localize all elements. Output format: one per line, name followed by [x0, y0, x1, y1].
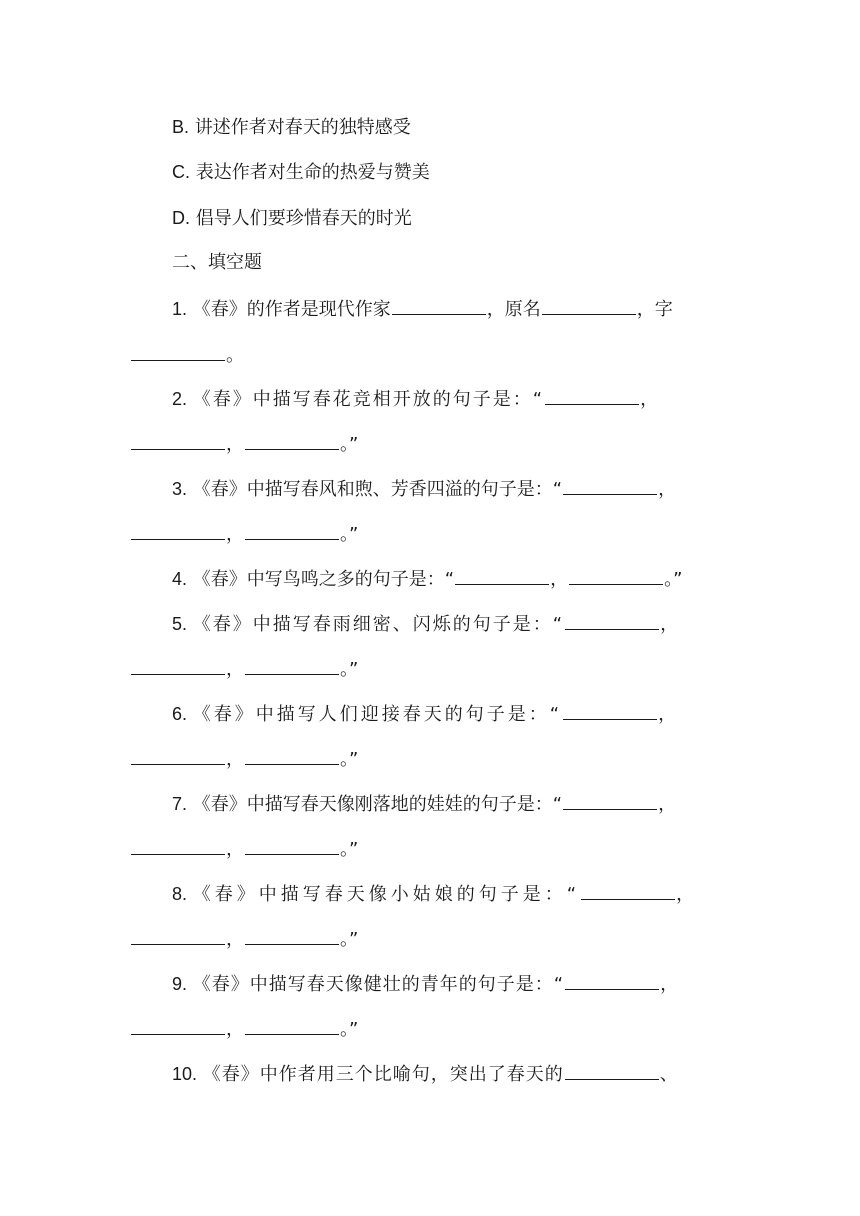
- option-d: [172, 205, 412, 232]
- option-b: [172, 114, 411, 141]
- question-text: 。”: [340, 749, 359, 770]
- question-5: [172, 611, 678, 638]
- question-text: ，字: [636, 299, 673, 320]
- question-1-continued: [130, 342, 244, 369]
- option-c: [172, 159, 430, 186]
- question-text: 《春》中描写春天像健壮的青年的句子是：“: [192, 974, 565, 995]
- question-text: 。”: [340, 839, 359, 860]
- answer-blank[interactable]: [131, 431, 225, 450]
- question-text: ，: [658, 794, 677, 815]
- question-6: [172, 701, 676, 728]
- question-number: 7.: [172, 794, 188, 814]
- question-text: ，原名: [486, 299, 541, 320]
- question-text: ，: [676, 884, 695, 905]
- question-3-continued: [130, 521, 358, 548]
- answer-blank[interactable]: [131, 926, 225, 945]
- question-1: [172, 296, 673, 323]
- option-letter: B.: [172, 117, 190, 137]
- question-text: ，: [226, 524, 244, 545]
- answer-blank[interactable]: [545, 386, 639, 405]
- question-5-continued: [130, 656, 358, 683]
- question-text: ，: [660, 614, 679, 635]
- answer-blank[interactable]: [392, 296, 486, 315]
- answer-blank[interactable]: [563, 476, 657, 495]
- question-number: 6.: [172, 704, 188, 724]
- answer-blank[interactable]: [245, 746, 339, 765]
- question-text: 。”: [340, 434, 359, 455]
- question-number: 5.: [172, 614, 188, 634]
- answer-blank[interactable]: [131, 342, 225, 361]
- question-number: 9.: [172, 974, 188, 994]
- question-text: 《春》中描写春花竞相开放的句子是：“: [192, 389, 545, 410]
- answer-blank[interactable]: [565, 1061, 659, 1080]
- answer-blank[interactable]: [542, 296, 636, 315]
- answer-blank[interactable]: [563, 791, 657, 810]
- section-title: 二、填空题: [172, 252, 262, 273]
- question-text: 《春》的作者是现代作家: [192, 299, 391, 320]
- question-text: ，: [226, 434, 244, 455]
- answer-blank[interactable]: [131, 1016, 225, 1035]
- option-letter: C.: [172, 162, 190, 182]
- option-letter: D.: [172, 208, 190, 228]
- answer-blank[interactable]: [245, 431, 339, 450]
- answer-blank[interactable]: [455, 566, 549, 585]
- question-text: ，: [658, 479, 677, 500]
- question-text: 《春》中描写春天像刚落地的娃娃的句子是：“: [192, 794, 563, 815]
- answer-blank[interactable]: [131, 521, 225, 540]
- question-2: [172, 386, 658, 413]
- option-text: 倡导人们要珍惜春天的时光: [195, 208, 412, 229]
- answer-blank[interactable]: [565, 971, 659, 990]
- answer-blank[interactable]: [131, 746, 225, 765]
- question-text: 《春》中描写春风和煦、芳香四溢的句子是：“: [192, 479, 563, 500]
- option-text: 表达作者对生命的热爱与赞美: [195, 162, 430, 183]
- question-text: 、: [659, 1064, 678, 1085]
- question-text: 。”: [340, 524, 359, 545]
- answer-blank[interactable]: [245, 926, 339, 945]
- question-text: ，: [660, 974, 679, 995]
- question-text: 。”: [664, 569, 683, 590]
- question-9-continued: [130, 1016, 358, 1043]
- option-text: 讲述作者对春天的独特感受: [194, 117, 411, 138]
- question-text: 。”: [340, 1019, 359, 1040]
- question-text: ，: [226, 659, 244, 680]
- question-text: 《春》中写鸟鸣之多的句子是：“: [192, 569, 455, 590]
- question-6-continued: [130, 746, 358, 773]
- question-text: ，: [550, 569, 569, 590]
- question-4: [172, 566, 682, 593]
- question-number: 3.: [172, 479, 188, 499]
- answer-blank[interactable]: [569, 566, 663, 585]
- question-text: 《春》中描写春天像小姑娘的句子是：“: [192, 884, 581, 905]
- question-10: [172, 1061, 678, 1088]
- answer-blank[interactable]: [565, 611, 659, 630]
- answer-blank[interactable]: [581, 881, 675, 900]
- answer-blank[interactable]: [245, 656, 339, 675]
- question-number: 10.: [172, 1064, 198, 1084]
- answer-blank[interactable]: [131, 836, 225, 855]
- question-number: 2.: [172, 389, 188, 409]
- question-text: 。”: [340, 929, 359, 950]
- answer-blank[interactable]: [245, 836, 339, 855]
- question-3: [172, 476, 676, 503]
- question-text: 。”: [340, 659, 359, 680]
- question-9: [172, 971, 678, 998]
- question-number: 4.: [172, 569, 188, 589]
- question-8: [172, 881, 694, 908]
- answer-blank[interactable]: [245, 521, 339, 540]
- question-text: ，: [226, 749, 244, 770]
- question-text: ，: [226, 1019, 244, 1040]
- question-8-continued: [130, 926, 358, 953]
- question-number: 8.: [172, 884, 188, 904]
- question-text: 《春》中描写春雨细密、闪烁的句子是：“: [192, 614, 565, 635]
- answer-blank[interactable]: [563, 701, 657, 720]
- question-text: ，: [658, 704, 677, 725]
- answer-blank[interactable]: [131, 656, 225, 675]
- question-number: 1.: [172, 299, 188, 319]
- question-text: 《春》中作者用三个比喻句，突出了春天的: [202, 1064, 564, 1085]
- question-text: 《春》中描写人们迎接春天的句子是：“: [192, 704, 563, 725]
- question-text: ，: [226, 839, 244, 860]
- question-text: 。: [226, 345, 244, 366]
- question-7-continued: [130, 836, 358, 863]
- question-text: ，: [226, 929, 244, 950]
- answer-blank[interactable]: [245, 1016, 339, 1035]
- question-7: [172, 791, 676, 818]
- question-text: ，: [640, 389, 659, 410]
- question-2-continued: [130, 431, 358, 458]
